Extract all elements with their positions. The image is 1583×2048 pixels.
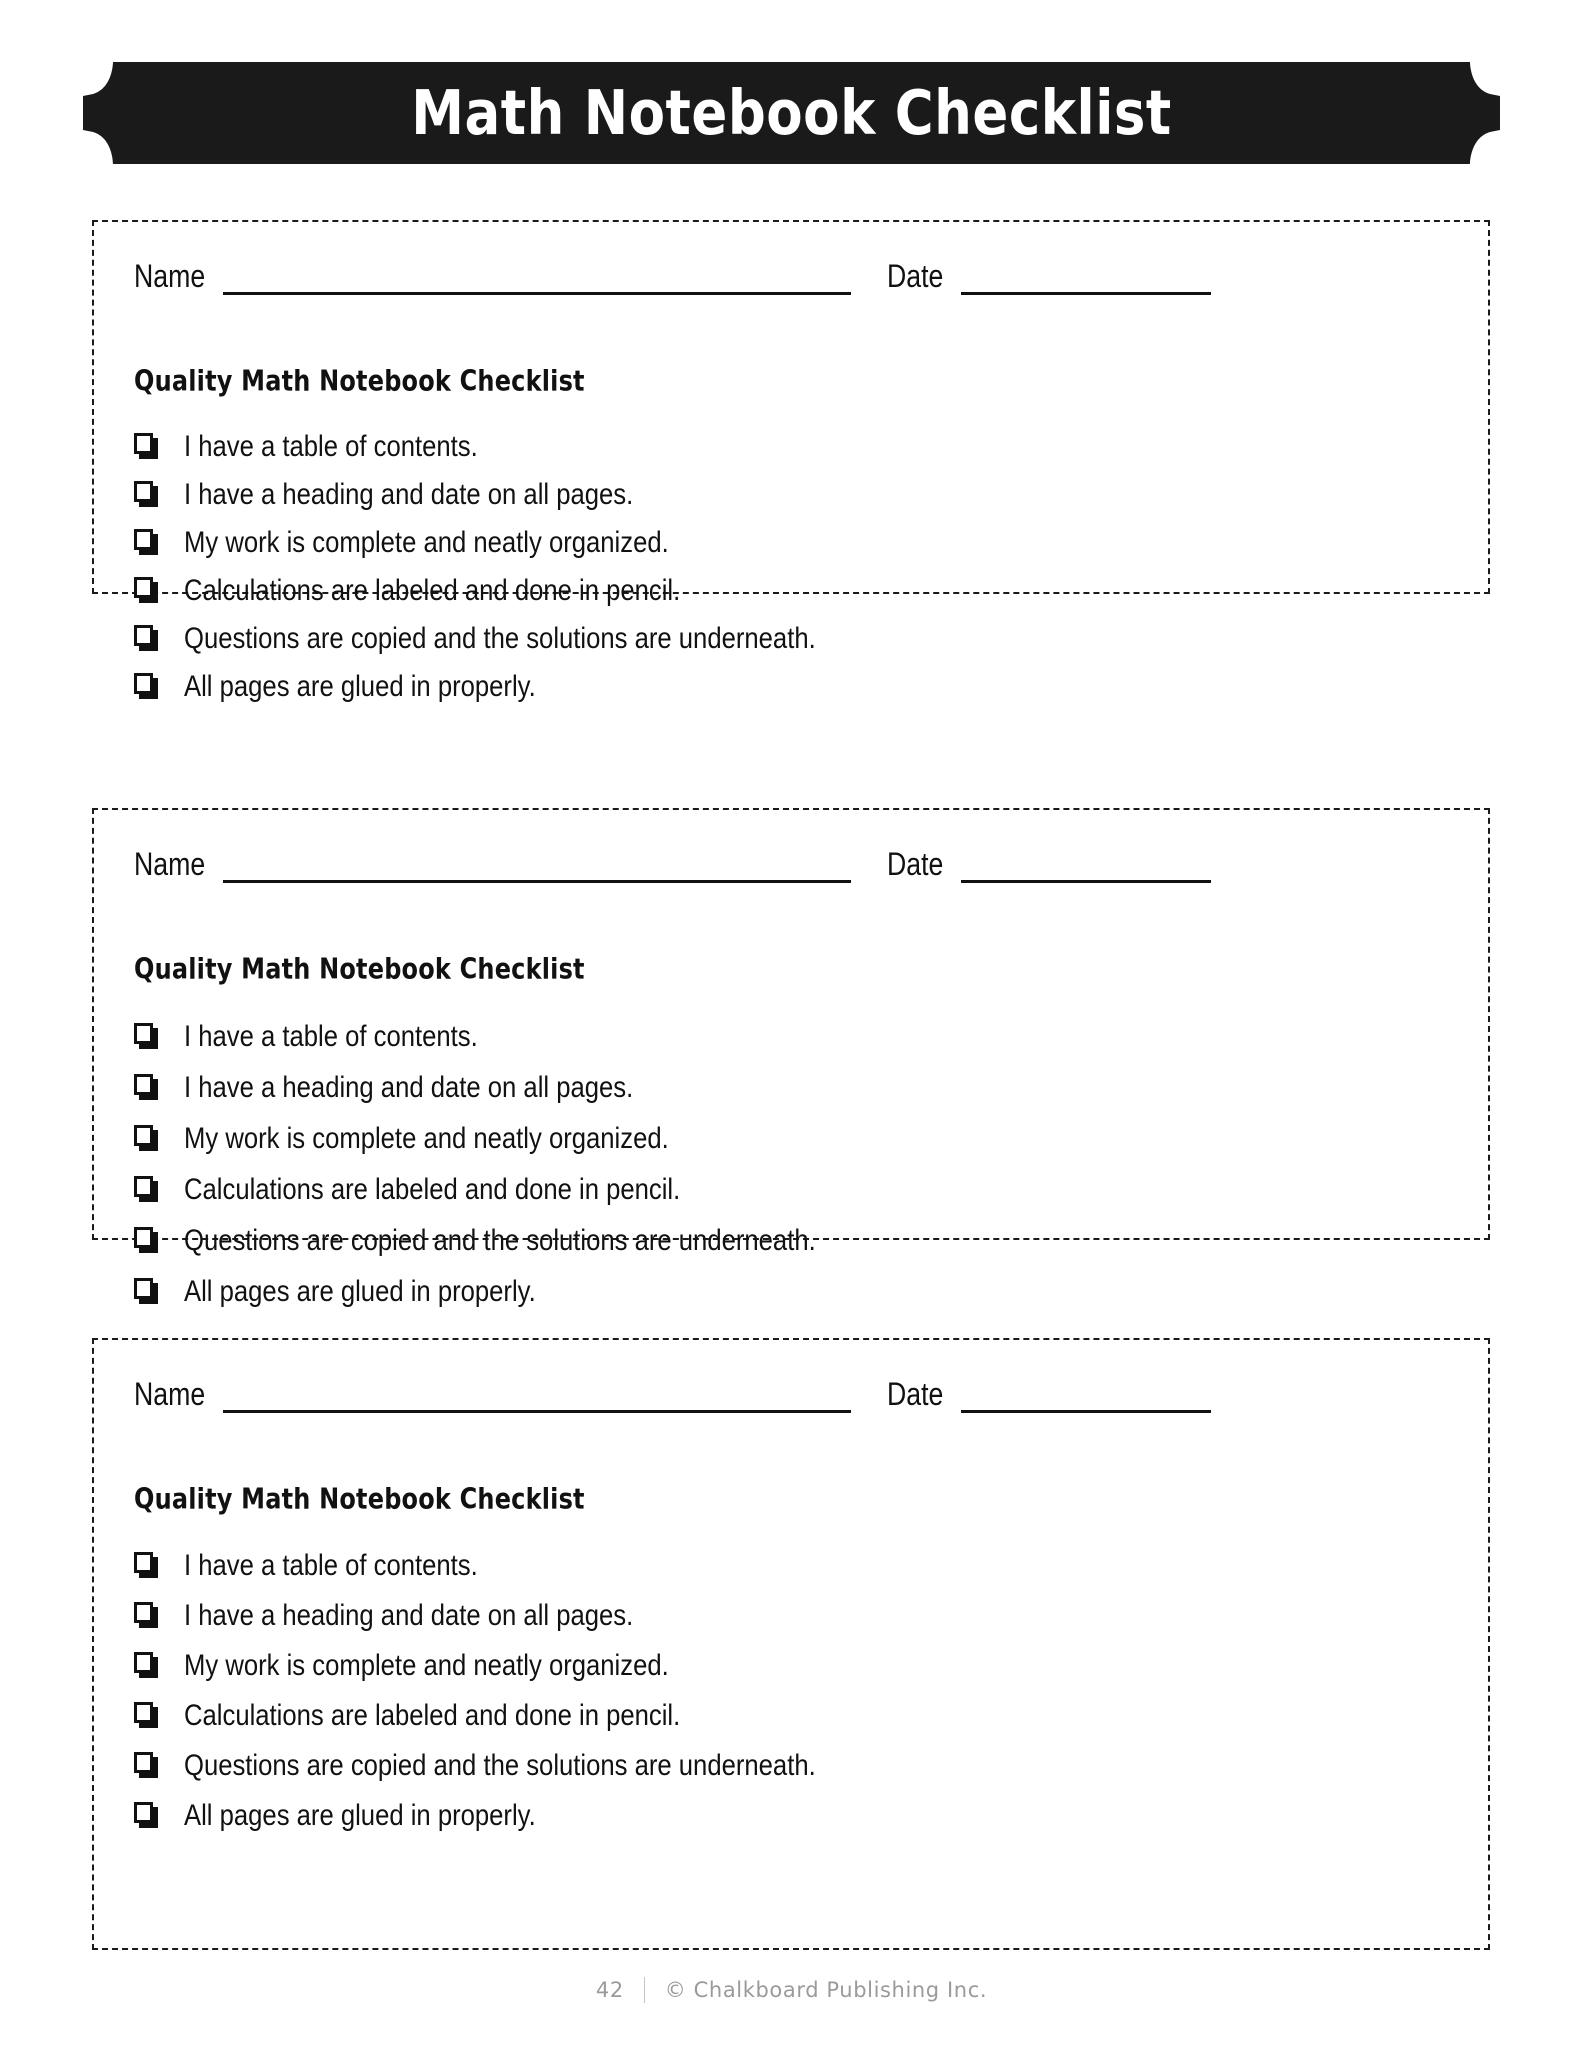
list-item[interactable] [134,1790,1458,1840]
checkbox-empty-icon[interactable] [134,1602,158,1628]
list-item[interactable] [134,1061,1458,1112]
section-subheading: Quality Math Notebook Checklist [134,1482,585,1516]
list-item[interactable] [134,470,1458,518]
list-item-label: My work is complete and neatly organized. [184,525,669,559]
list-item-label: I have a heading and date on all pages. [184,1598,634,1632]
list-item[interactable] [134,1690,1458,1740]
date-input[interactable] [961,262,1211,295]
name-date-row [134,847,1452,883]
checkbox-empty-icon[interactable] [134,1176,158,1202]
checkbox-empty-icon[interactable] [134,577,158,603]
copyright-notice: © Chalkboard Publishing Inc. [664,1978,988,2002]
name-input[interactable] [223,1380,851,1413]
checkbox-empty-icon[interactable] [134,1702,158,1728]
list-item-label: I have a heading and date on all pages. [184,477,634,511]
list-item[interactable] [134,1540,1458,1590]
date-label: Date [887,847,944,883]
list-item[interactable] [134,1214,1458,1265]
list-item[interactable] [134,1265,1458,1316]
list-item[interactable] [134,614,1458,662]
list-item-label: My work is complete and neatly organized. [184,1121,669,1154]
list-item[interactable] [134,566,1458,614]
checklist-panel [92,1338,1490,1950]
list-item-label: I have a table of contents. [184,1019,478,1052]
list-item[interactable] [134,1163,1458,1214]
page-title: Math Notebook Checklist [411,77,1172,149]
list-item-label: Calculations are labeled and done in pencil. [184,1698,681,1732]
list-item[interactable] [134,662,1458,710]
checkbox-empty-icon[interactable] [134,1552,158,1578]
list-item-label: Calculations are labeled and done in pencil. [184,1172,681,1205]
list-item[interactable] [134,1590,1458,1640]
checkbox-empty-icon[interactable] [134,1227,158,1253]
name-input[interactable] [223,850,851,883]
list-item[interactable] [134,518,1458,566]
name-input[interactable] [223,262,851,295]
list-item-label: I have a table of contents. [184,1548,478,1582]
page-footer [0,1977,1583,2003]
list-item[interactable] [134,1112,1458,1163]
checkbox-empty-icon[interactable] [134,1278,158,1304]
list-item-label: My work is complete and neatly organized. [184,1648,669,1682]
name-date-row [134,1377,1452,1413]
checkbox-empty-icon[interactable] [134,481,158,507]
name-label: Name [134,1377,206,1413]
list-item-label: All pages are glued in properly. [184,669,536,703]
date-label: Date [887,259,944,295]
list-item[interactable] [134,1010,1458,1061]
title-banner [83,62,1500,164]
checkbox-empty-icon[interactable] [134,673,158,699]
date-label: Date [887,1377,944,1413]
list-item-label: Questions are copied and the solutions are underneath. [184,1223,816,1256]
list-item-label: All pages are glued in properly. [184,1798,536,1832]
list-item-label: Questions are copied and the solutions are underneath. [184,621,816,655]
checklist-panel [92,808,1490,1307]
date-input[interactable] [961,850,1211,883]
checklist [134,422,1458,710]
list-item-label: I have a table of contents. [184,429,478,463]
name-label: Name [134,847,206,883]
list-item[interactable] [134,1640,1458,1690]
name-label: Name [134,259,206,295]
checkbox-empty-icon[interactable] [134,1652,158,1678]
list-item-label: All pages are glued in properly. [184,1274,536,1307]
checkbox-empty-icon[interactable] [134,1074,158,1100]
checklist [134,1010,1458,1316]
checkbox-empty-icon[interactable] [134,1125,158,1151]
checkbox-empty-icon[interactable] [134,529,158,555]
checklist-panel [92,220,1490,703]
list-item[interactable] [134,422,1458,470]
name-date-row [134,259,1452,295]
section-subheading: Quality Math Notebook Checklist [134,364,585,398]
list-item-label: Questions are copied and the solutions are underneath. [184,1748,816,1782]
checkbox-empty-icon[interactable] [134,1752,158,1778]
checkbox-empty-icon[interactable] [134,1802,158,1828]
footer-divider [644,1977,645,2003]
list-item-label: Calculations are labeled and done in pencil. [184,573,681,607]
checklist [134,1540,1458,1840]
checkbox-empty-icon[interactable] [134,625,158,651]
page-number: 42 [595,1978,624,2002]
list-item[interactable] [134,1740,1458,1790]
section-subheading: Quality Math Notebook Checklist [134,952,585,986]
date-input[interactable] [961,1380,1211,1413]
checkbox-empty-icon[interactable] [134,1023,158,1049]
checkbox-empty-icon[interactable] [134,433,158,459]
list-item-label: I have a heading and date on all pages. [184,1070,634,1103]
